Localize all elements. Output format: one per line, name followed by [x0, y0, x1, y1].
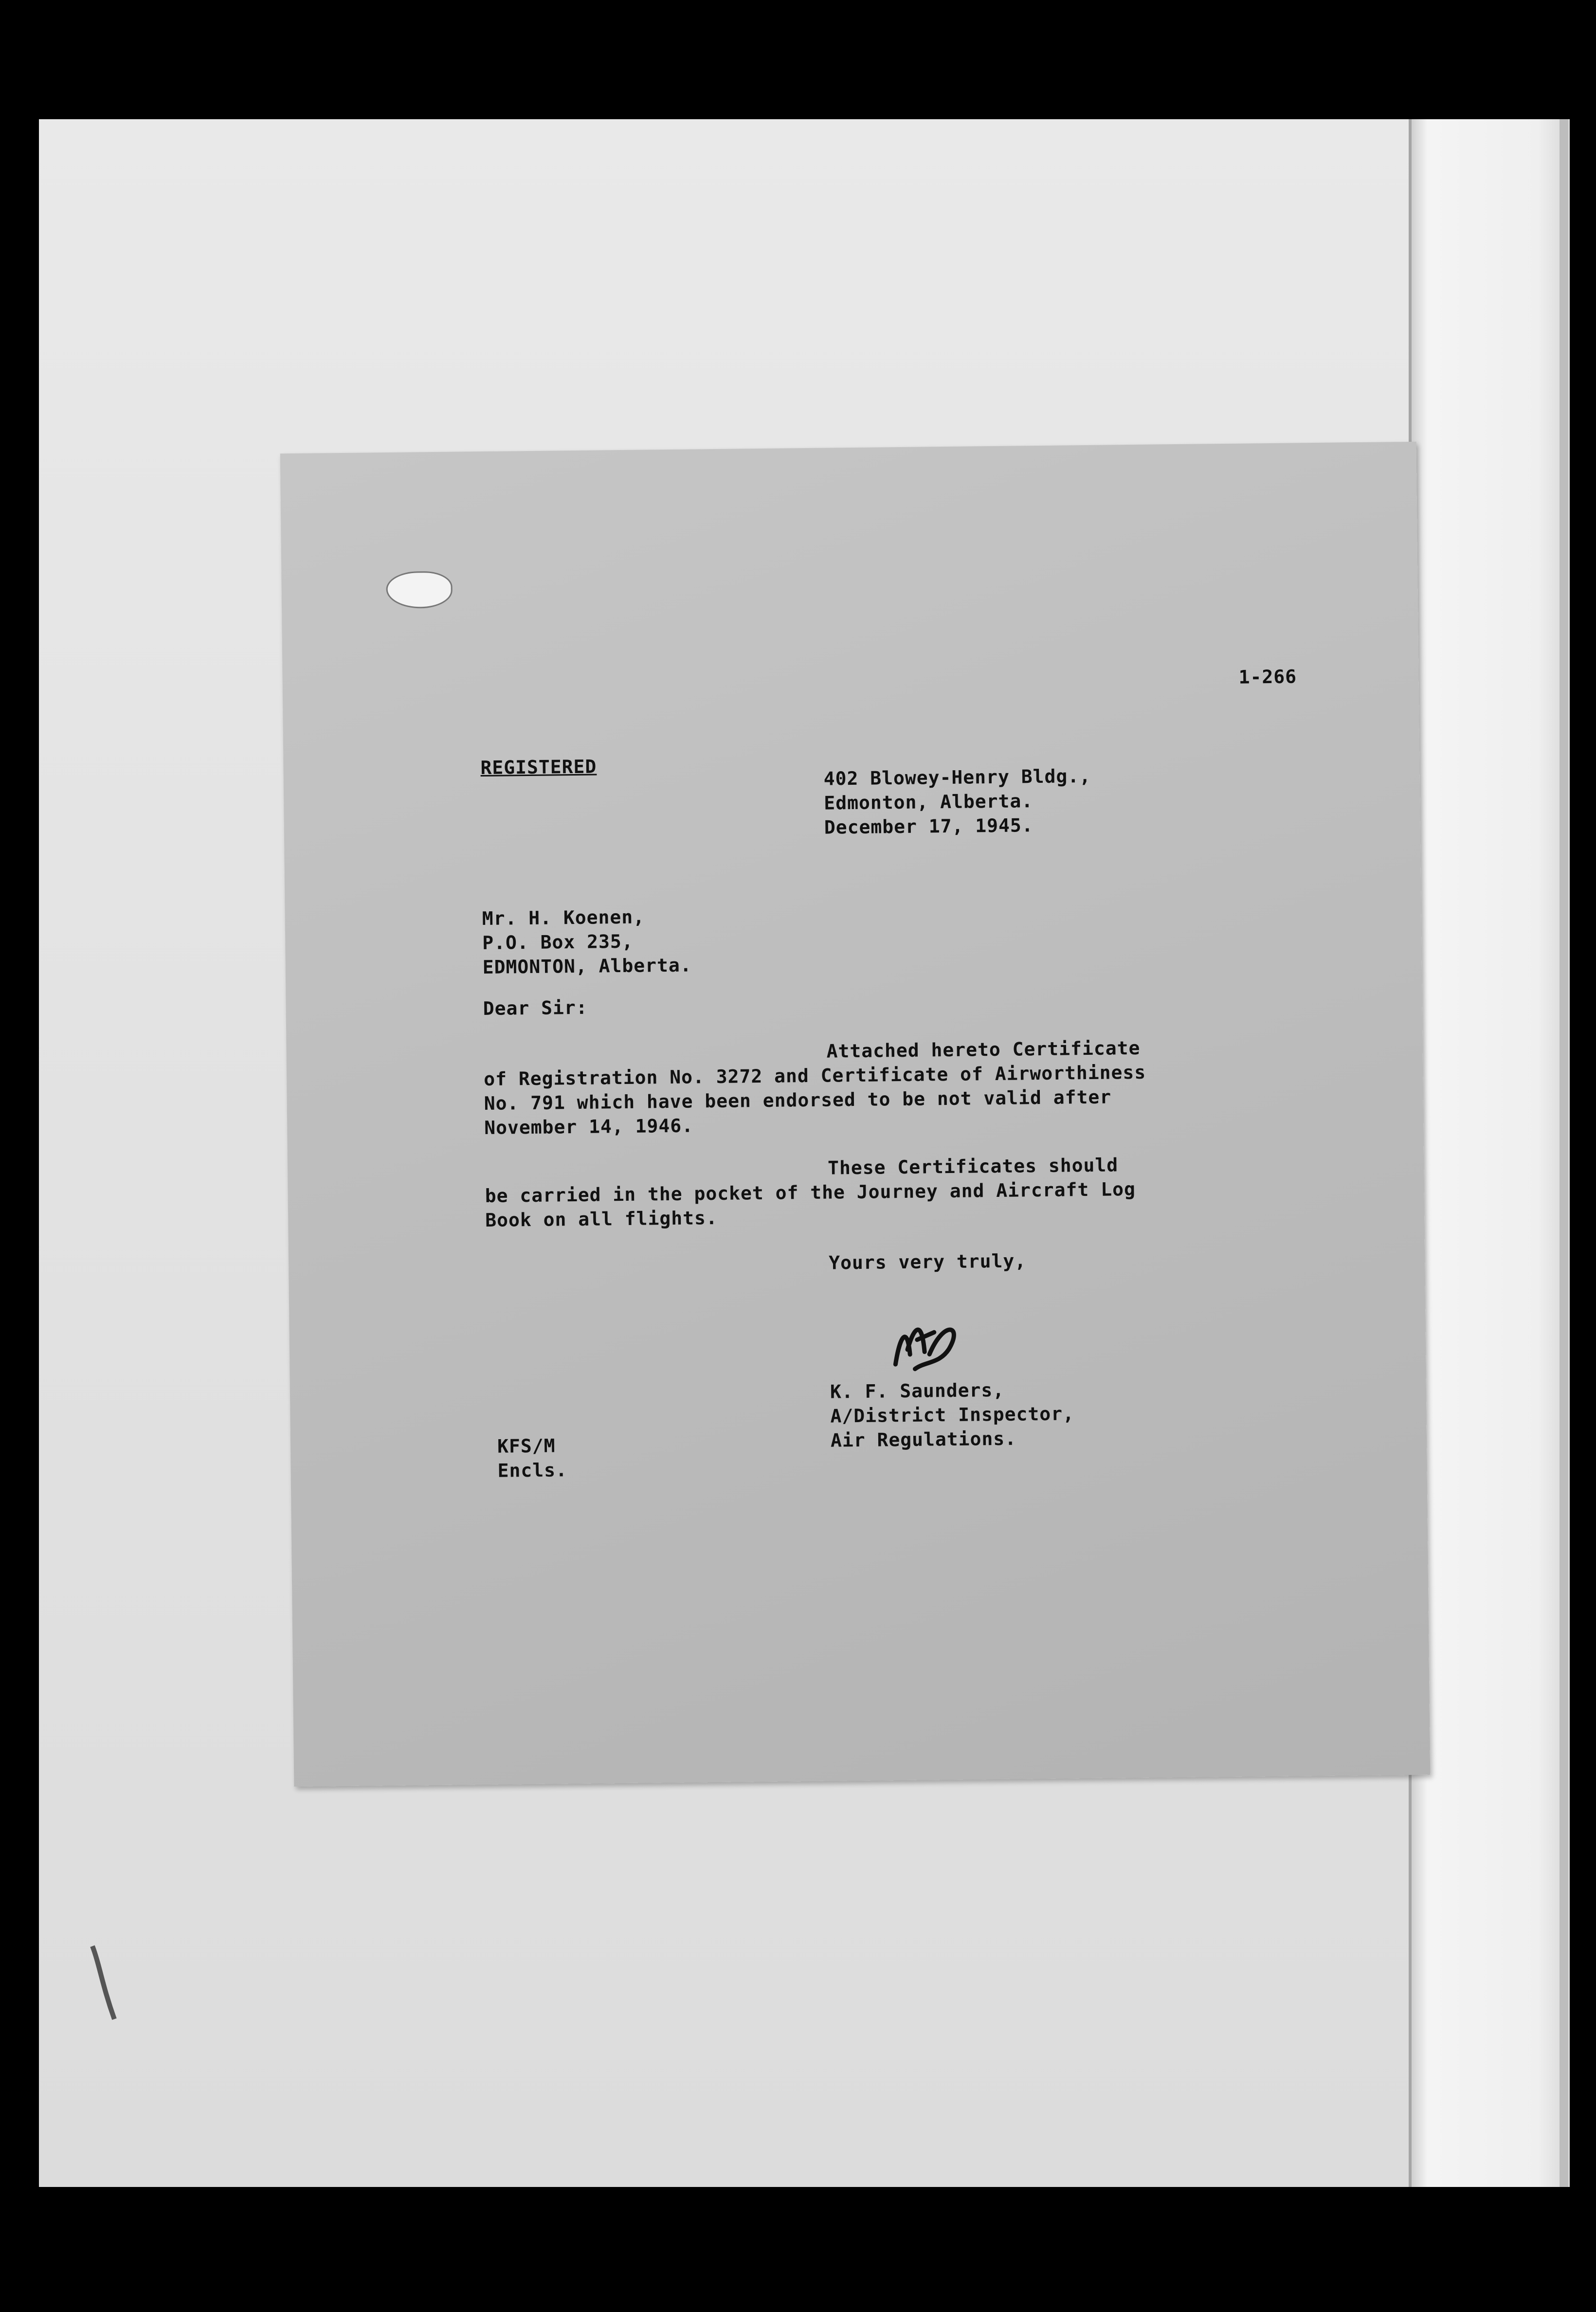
signer-title: A/District Inspector,	[830, 1403, 1075, 1427]
sender-address-line: 402 Blowey-Henry Bldg.,	[823, 765, 1091, 790]
file-number: 1-266	[1238, 666, 1297, 688]
paragraph-line: Book on all flights.	[485, 1207, 718, 1231]
handwritten-initials	[880, 1305, 979, 1379]
paragraph-line: Attached hereto Certificate	[826, 1037, 1141, 1062]
sender-address-line: Edmonton, Alberta.	[824, 790, 1034, 814]
signer-name: K. F. Saunders,	[830, 1379, 1005, 1403]
punch-hole	[386, 571, 453, 609]
right-margin-strip	[1409, 119, 1570, 2187]
letter-sheet	[280, 442, 1431, 1787]
salutation: Dear Sir:	[483, 996, 588, 1019]
paragraph-line: These Certificates should	[827, 1154, 1119, 1179]
paragraph-line: No. 791 which have been endorsed to be not valid after	[484, 1086, 1112, 1114]
registered-mark: REGISTERED	[480, 756, 597, 779]
recipient-line: P.O. Box 235,	[482, 930, 634, 954]
right-margin-edge	[1560, 119, 1568, 2187]
reference-initials: KFS/M	[497, 1435, 556, 1457]
paragraph-line: of Registration No. 3272 and Certificate of Airworthiness	[483, 1061, 1146, 1090]
letter-date: December 17, 1945.	[824, 814, 1034, 838]
recipient-line: EDMONTON, Alberta.	[482, 954, 692, 978]
enclosures-note: Encls.	[497, 1459, 568, 1481]
paragraph-line: be carried in the pocket of the Journey and Aircraft Log	[485, 1178, 1136, 1207]
paragraph-line: November 14, 1946.	[484, 1115, 694, 1138]
scratch-mark	[88, 1941, 122, 2024]
recipient-line: Mr. H. Koenen,	[482, 906, 645, 930]
closing: Yours very truly,	[828, 1250, 1027, 1274]
signer-department: Air Regulations.	[830, 1427, 1017, 1451]
